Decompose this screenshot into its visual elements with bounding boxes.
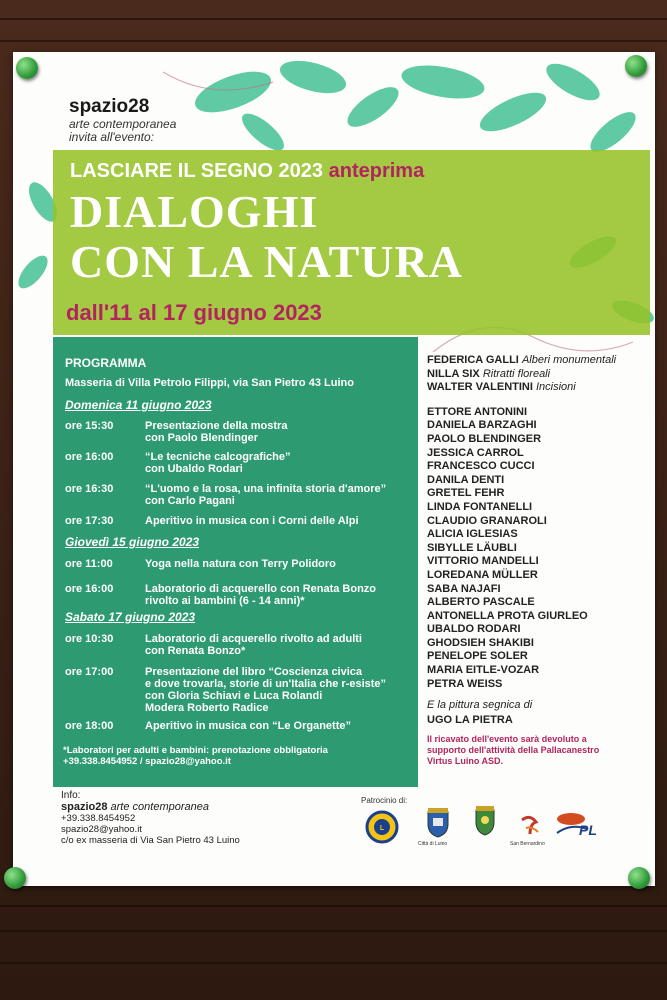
event-time: ore 15:30 <box>65 420 114 432</box>
event-time: ore 16:30 <box>65 483 114 495</box>
brand-invite: invita all'evento: <box>69 130 155 144</box>
artist-name: GHODSIEH SHAKIBI <box>427 636 534 649</box>
artist-name: JESSICA CARROL <box>427 446 524 459</box>
wood-grain <box>0 962 667 964</box>
main-title-line1: DIALOGHI <box>70 186 319 237</box>
artist-name: SABA NAJAFI <box>427 582 501 595</box>
wood-grain <box>0 905 667 907</box>
wood-grain <box>0 930 667 932</box>
artist-work: Ritratti floreali <box>482 367 551 380</box>
event-series-name: LASCIARE IL SEGNO 2023 <box>70 160 324 182</box>
artist-name: PETRA WEISS <box>427 677 503 690</box>
comune-crest <box>473 806 497 836</box>
brand-subtitle: arte contemporanea <box>69 117 177 131</box>
logo-caption: Città di Luino <box>418 841 448 847</box>
event-desc: Yoga nella natura con Terry Polidoro <box>145 558 336 570</box>
artist-list <box>427 406 652 691</box>
artist-name: UBALDO RODARI <box>427 623 521 636</box>
green-pushpin <box>4 867 26 889</box>
event-desc: “Le tecniche calcografiche” con Ubaldo Rodari <box>145 451 291 475</box>
artist-name: ALICIA IGLESIAS <box>427 528 518 541</box>
artists-column <box>427 354 652 767</box>
featured-artist <box>427 368 652 382</box>
artist-name: FRANCESCO CUCCI <box>427 460 535 473</box>
event-desc: Aperitivo in musica con i Corni delle Alpi <box>145 515 359 527</box>
artist-name: GRETEL FEHR <box>427 487 505 500</box>
san-bernardino-logo <box>518 814 542 838</box>
event-time: ore 18:00 <box>65 720 114 732</box>
info-phone: +39.338.8454952 <box>61 813 136 824</box>
lions-club-logo <box>365 810 399 844</box>
green-pushpin <box>16 57 38 79</box>
svg-text:L: L <box>379 825 385 832</box>
artist-name: DANIELA BARZAGHI <box>427 419 537 432</box>
event-time: ore 16:00 <box>65 583 114 595</box>
artist-name: SIBYLLE LÄUBLI <box>427 541 517 554</box>
program-heading: PROGRAMMA <box>65 356 147 370</box>
patronage-label: Patrocinio di: <box>361 796 408 805</box>
artist-name: LINDA FONTANELLI <box>427 500 533 513</box>
event-desc: “L'uomo e la rosa, una infinita storia d'amore” con Carlo Pagani <box>145 483 387 507</box>
info-email: spazio28@yahoo.it <box>61 824 142 835</box>
wood-grain <box>0 40 667 42</box>
info-block <box>61 790 240 846</box>
artist-name: MARIA EITLE-VOZAR <box>427 664 540 677</box>
program-panel <box>53 337 418 787</box>
event-desc: Aperitivo in musica con “Le Organette” <box>145 720 351 732</box>
green-pushpin <box>625 55 647 77</box>
event-series <box>70 160 424 183</box>
svg-text:PL: PL <box>579 822 597 838</box>
event-time: ore 17:30 <box>65 515 114 527</box>
green-pushpin <box>628 867 650 889</box>
day-label: Domenica 11 giugno 2023 <box>65 398 212 412</box>
guest-artist: UGO LA PIETRA <box>427 714 513 727</box>
virtus-luino-logo <box>551 809 607 841</box>
event-desc: Presentazione del libro “Coscienza civica e dove trovarla, storie di un'Italia che r-esiste” con Gloria Schiavi e Luca Rolandi Modera Roberto Radice <box>145 666 387 714</box>
artist-name: PAOLO BLENDINGER <box>427 432 542 445</box>
event-desc: Laboratorio di acquerello rivolto ad adulti con Renata Bonzo* <box>145 633 362 657</box>
program-venue: Masseria di Villa Petrolo Filippi, via San Pietro 43 Luino <box>65 377 354 389</box>
artist-name: ALBERTO PASCALE <box>427 596 535 609</box>
artist-name: PENELOPE SOLER <box>427 650 528 663</box>
artist-work: Alberi monumentali <box>521 354 617 366</box>
event-poster <box>13 52 655 886</box>
event-dates: dall'11 al 17 giugno 2023 <box>66 300 322 325</box>
event-desc: Presentazione della mostra con Paolo Blendinger <box>145 420 288 444</box>
featured-artist <box>427 381 652 395</box>
logo-caption: San Bernardino <box>510 841 545 847</box>
event-time: ore 16:00 <box>65 451 114 463</box>
charity-note: Il ricavato dell'evento sarà devoluto a supporto dell'attività della Pallacanestro Virtus Luino ASD. <box>427 734 600 767</box>
booking-note: *Laboratori per adulti e bambini: prenotazione obbligatoria +39.338.8454952 / spazio28@yahoo.it <box>63 745 328 767</box>
artist-name: ANTONELLA PROTA GIURLEO <box>427 609 588 622</box>
event-time: ore 11:00 <box>65 558 113 570</box>
artist-name: ETTORE ANTONINI <box>427 405 528 418</box>
main-title-line2: CON LA NATURA <box>70 236 463 287</box>
info-brand-sub: arte contemporanea <box>110 801 209 813</box>
event-time: ore 10:30 <box>65 633 114 645</box>
featured-artist <box>427 354 652 368</box>
wood-grain <box>0 18 667 20</box>
info-address: c/o ex masseria di Via San Pietro 43 Luino <box>61 835 240 846</box>
event-desc: Laboratorio di acquerello con Renata Bonzo rivolto ai bambini (6 - 14 anni)* <box>145 583 377 607</box>
day-label: Giovedì 15 giugno 2023 <box>65 535 200 549</box>
artist-name: CLAUDIO GRANAROLI <box>427 514 547 527</box>
event-time: ore 17:00 <box>65 666 114 678</box>
preview-label: anteprima <box>328 160 425 182</box>
info-brand <box>61 801 240 813</box>
artist-name: WALTER VALENTINI <box>427 381 533 394</box>
artist-name: VITTORIO MANDELLI <box>427 555 539 568</box>
day-label: Sabato 17 giugno 2023 <box>65 610 196 624</box>
citta-di-luino-crest <box>425 808 451 838</box>
artist-name: LOREDANA MÜLLER <box>427 568 538 581</box>
artist-name: NILLA SIX <box>427 367 480 380</box>
artist-name: DANILA DENTI <box>427 473 505 486</box>
artist-work: Incisioni <box>535 381 576 394</box>
info-label: Info: <box>61 790 81 801</box>
brand-block <box>69 96 176 144</box>
info-brand-name: spazio28 <box>61 801 108 813</box>
segnica-label: E la pittura segnica di <box>427 699 533 712</box>
artist-name: FEDERICA GALLI <box>427 354 519 366</box>
brand-name: spazio28 <box>69 96 150 117</box>
